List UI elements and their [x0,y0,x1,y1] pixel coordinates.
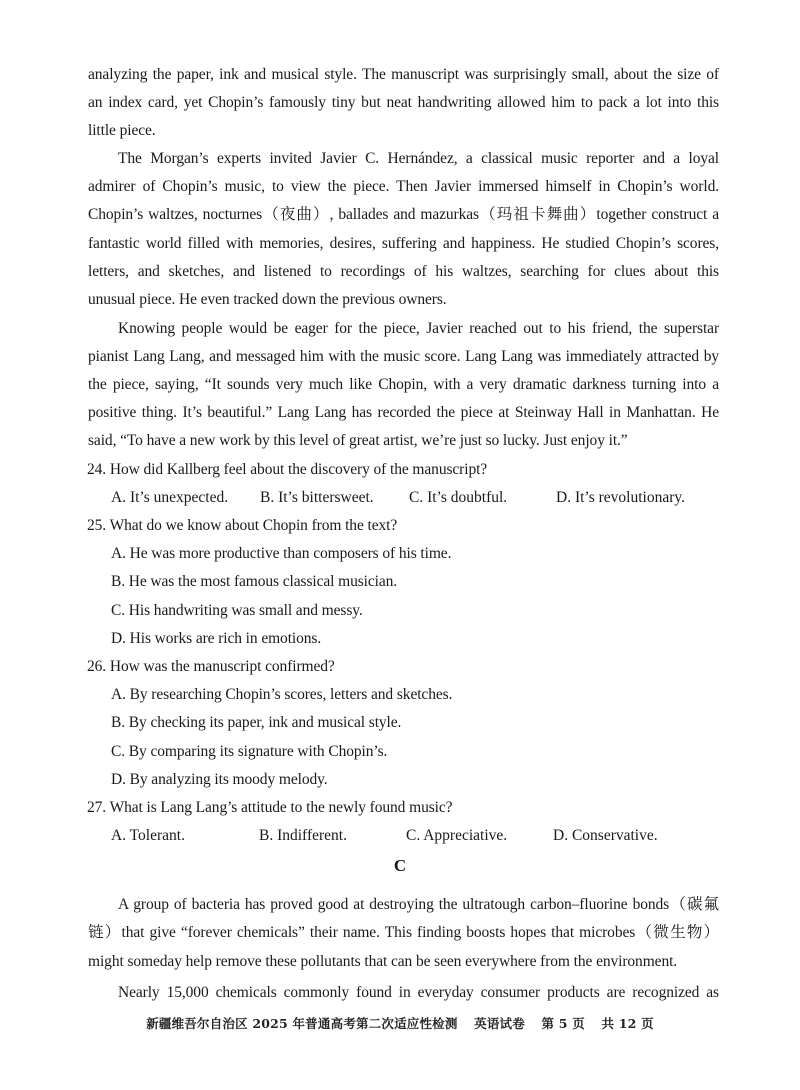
footer-total-pages: 共 12 页 [601,1016,654,1031]
question-number: 24. [87,461,107,478]
passage-line: unusual piece. He even tracked down the previous owners. [88,291,447,308]
passage-line: pianist Lang Lang, and messaged him with the music score. Lang Lang was immediately attracted by [88,348,719,365]
passage-line: letters, and sketches, and listened to recordings of his waltzes, searching for clues about this [88,263,719,280]
passage-line: might someday help remove these pollutants that can be seen everywhere from the environment. [88,953,678,970]
question-stem: What do we know about Chopin from the text? [109,517,398,534]
passage-line: Chopin’s waltzes, nocturnes（夜曲）, ballades and mazurkas（玛祖卡舞曲）together construct a [88,206,719,223]
passage-line: The Morgan’s experts invited Javier C. Hernández, a classical music reporter and a loyal [118,150,719,167]
option-b[interactable]: B. He was the most famous classical musician. [111,573,398,590]
footer-subject: 英语试卷 [474,1016,525,1031]
section-heading-c: C [393,856,407,875]
footer-exam-title: 新疆维吾尔自治区 2025 年普通高考第二次适应性检测 [146,1016,458,1031]
question-26 [87,657,718,677]
option-d[interactable]: D. By analyzing its moody melody. [111,771,328,788]
passage-line: analyzing the paper, ink and musical style. The manuscript was surprisingly small, about the size of [88,66,719,83]
option-b[interactable]: B. By checking its paper, ink and musical style. [111,714,402,731]
option-a[interactable]: A. It’s unexpected. [111,489,229,506]
passage-line: said, “To have a new work by this level of great artist, we’re just so lucky. Just enjoy it.” [88,432,628,449]
passage-line: Knowing people would be eager for the piece, Javier reached out to his friend, the superstar [118,320,719,337]
option-c[interactable]: C. His handwriting was small and messy. [111,602,363,619]
question-number: 26. [87,658,107,675]
option-a[interactable]: A. By researching Chopin’s scores, letters and sketches. [111,686,453,703]
question-number: 27. [87,799,107,816]
passage-line: fantastic world filled with memories, desires, suffering and happiness. He studied Chopin’s scores, [88,235,719,252]
option-c[interactable]: C. By comparing its signature with Chopin’s. [111,743,388,760]
option-d[interactable]: D. His works are rich in emotions. [111,630,322,647]
question-stem: How did Kallberg feel about the discovery of the manuscript? [109,461,488,478]
option-d[interactable]: D. Conservative. [553,827,658,844]
passage-line: 链）that give “forever chemicals” their name. This finding boosts hopes that microbes（微生物） [88,924,719,941]
option-b[interactable]: B. Indifferent. [259,827,347,844]
passage-line: positive thing. It’s beautiful.” Lang Lang has recorded the piece at Steinway Hall in Manhattan. He [88,404,719,421]
page-footer [0,1016,800,1032]
option-a[interactable]: A. He was more productive than composers of his time. [111,545,452,562]
option-b[interactable]: B. It’s bittersweet. [260,489,374,506]
question-24-options [0,488,800,508]
passage-line: the piece, saying, “It sounds very much like Chopin, with a very dramatic darkness turning into a [88,376,719,393]
footer-page-number: 第 5 页 [541,1016,585,1031]
option-d[interactable]: D. It’s revolutionary. [556,489,685,506]
option-a[interactable]: A. Tolerant. [111,827,185,844]
option-c[interactable]: C. It’s doubtful. [409,489,508,506]
question-stem: What is Lang Lang’s attitude to the newly found music? [109,799,453,816]
question-27 [87,798,718,818]
question-25 [87,516,718,536]
passage-line: A group of bacteria has proved good at destroying the ultratough carbon–fluorine bonds（碳氟 [118,896,719,913]
option-c[interactable]: C. Appreciative. [406,827,508,844]
passage-line: Nearly 15,000 chemicals commonly found in everyday consumer products are recognized as [118,984,719,1001]
question-27-options [0,826,800,846]
passage-line: admirer of Chopin’s music, to view the piece. Then Javier immersed himself in Chopin’s world. [88,178,719,195]
passage-line: little piece. [88,122,156,139]
question-24 [87,460,718,480]
question-stem: How was the manuscript confirmed? [109,658,335,675]
question-number: 25. [87,517,107,534]
passage-line: an index card, yet Chopin’s famously tiny but neat handwriting allowed him to pack a lot into this [88,94,719,111]
